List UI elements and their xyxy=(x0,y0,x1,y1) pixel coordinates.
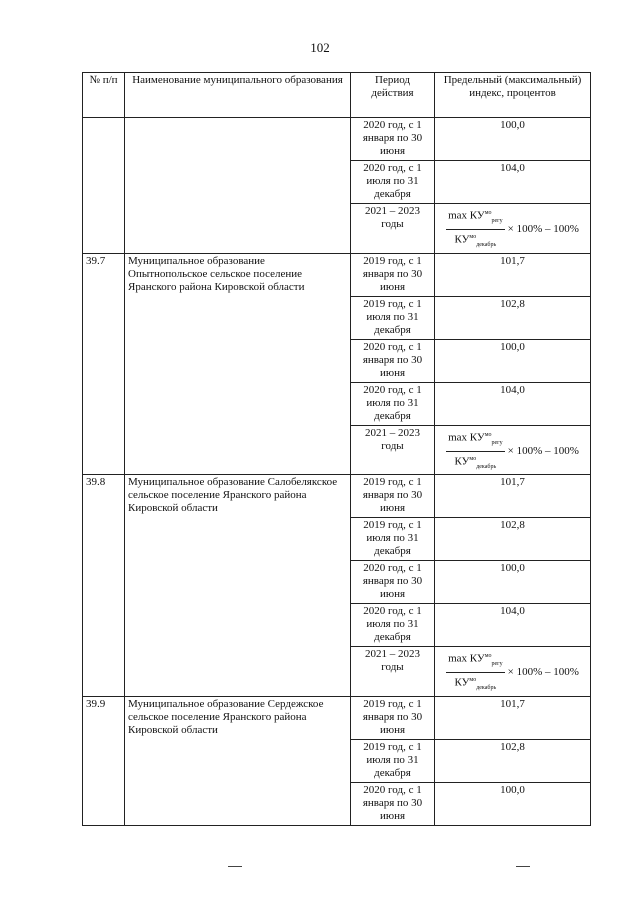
index-cell: 104,0 xyxy=(435,382,591,425)
formula-sub: декабрь xyxy=(476,685,497,692)
footer-mark xyxy=(228,866,242,867)
period-cell: 2020 год, с 1 января по 30 июня xyxy=(351,783,435,826)
formula-max: max КУ xyxy=(448,209,485,222)
period-cell: 2020 год, с 1 июля по 31 декабря xyxy=(351,382,435,425)
period-cell: 2019 год, с 1 июля по 31 декабря xyxy=(351,518,435,561)
table-row xyxy=(83,253,591,296)
num-cell xyxy=(83,118,125,254)
formula-numerator xyxy=(446,650,505,673)
index-cell: 101,7 xyxy=(435,253,591,296)
name-cell xyxy=(125,118,351,254)
formula-tail: × 100% – 100% xyxy=(507,222,579,235)
index-cell: 100,0 xyxy=(435,339,591,382)
index-cell xyxy=(435,204,591,254)
index-cell: 101,7 xyxy=(435,697,591,740)
municipality-name: Муниципальное образование Опытнопольское сельское поселение Яранского района Кировской области xyxy=(125,253,351,475)
table-header-row xyxy=(83,73,591,118)
formula-sup: мо xyxy=(469,677,477,684)
index-cell: 100,0 xyxy=(435,783,591,826)
index-cell: 102,8 xyxy=(435,296,591,339)
index-cell xyxy=(435,647,591,697)
formula-sub: декабрь xyxy=(476,241,497,248)
formula-tail: × 100% – 100% xyxy=(507,666,579,679)
formula-denominator xyxy=(453,452,499,474)
table-row xyxy=(83,118,591,161)
formula-den: КУ xyxy=(454,233,470,246)
period-cell: 2019 год, с 1 января по 30 июня xyxy=(351,697,435,740)
formula-fraction xyxy=(446,650,505,695)
formula-sub: регу xyxy=(491,217,503,224)
page-number: 102 xyxy=(310,40,330,55)
formula-fraction xyxy=(446,207,505,252)
formula-sup: мо xyxy=(484,653,492,660)
municipality-name: Муниципальное образование Сердежское сельское поселение Яранского района Кировской области xyxy=(125,697,351,826)
formula-max: max КУ xyxy=(448,653,485,666)
period-cell: 2021 – 2023 годы xyxy=(351,204,435,254)
formula-expression xyxy=(438,205,587,252)
formula-max: max КУ xyxy=(448,431,485,444)
table-body xyxy=(83,118,591,826)
formula-numerator xyxy=(446,207,505,230)
formula-den: КУ xyxy=(454,676,470,689)
formula-den: КУ xyxy=(454,455,470,468)
formula-sup: мо xyxy=(484,210,492,216)
period-cell: 2019 год, с 1 января по 30 июня xyxy=(351,253,435,296)
period-cell: 2021 – 2023 годы xyxy=(351,647,435,697)
footer-mark xyxy=(516,866,530,867)
index-cell: 104,0 xyxy=(435,604,591,647)
formula-denominator xyxy=(453,230,499,252)
entry-number: 39.9 xyxy=(83,697,125,826)
index-cell: 100,0 xyxy=(435,561,591,604)
formula-sub: декабрь xyxy=(476,463,497,470)
formula-tail: × 100% – 100% xyxy=(507,444,579,457)
header-period: Период действия xyxy=(351,73,435,118)
formula-denominator xyxy=(453,673,499,695)
formula-sub: регу xyxy=(491,661,503,668)
formula-sup: мо xyxy=(469,455,477,462)
period-cell: 2019 год, с 1 января по 30 июня xyxy=(351,475,435,518)
formula-expression xyxy=(438,427,587,474)
table-row xyxy=(83,475,591,518)
index-cell: 102,8 xyxy=(435,518,591,561)
index-cell: 100,0 xyxy=(435,118,591,161)
period-cell: 2021 – 2023 годы xyxy=(351,425,435,475)
index-cell: 101,7 xyxy=(435,475,591,518)
formula-fraction xyxy=(446,429,505,474)
period-cell: 2019 год, с 1 июля по 31 декабря xyxy=(351,740,435,783)
index-cell: 102,8 xyxy=(435,740,591,783)
formula-sup: мо xyxy=(469,233,477,240)
period-cell: 2019 год, с 1 июля по 31 декабря xyxy=(351,296,435,339)
entry-number: 39.8 xyxy=(83,475,125,697)
header-num: № п/п xyxy=(83,73,125,118)
table-row xyxy=(83,697,591,740)
period-cell: 2020 год, с 1 января по 30 июня xyxy=(351,118,435,161)
formula-sup: мо xyxy=(484,431,492,438)
period-cell: 2020 год, с 1 января по 30 июня xyxy=(351,561,435,604)
formula-sub: регу xyxy=(491,439,503,446)
header-name: Наименование муниципального образования xyxy=(125,73,351,118)
formula-numerator xyxy=(446,429,505,452)
period-cell: 2020 год, с 1 июля по 31 декабря xyxy=(351,604,435,647)
index-cell: 104,0 xyxy=(435,161,591,204)
formula-expression xyxy=(438,648,587,695)
period-cell: 2020 год, с 1 июля по 31 декабря xyxy=(351,161,435,204)
period-cell: 2020 год, с 1 января по 30 июня xyxy=(351,339,435,382)
municipality-name: Муниципальное образование Салобелякское сельское поселение Яранского района Кировской области xyxy=(125,475,351,697)
entry-number: 39.7 xyxy=(83,253,125,475)
header-index: Предельный (максимальный) индекс, процентов xyxy=(435,73,591,118)
index-cell xyxy=(435,425,591,475)
tariff-index-table xyxy=(82,72,591,826)
